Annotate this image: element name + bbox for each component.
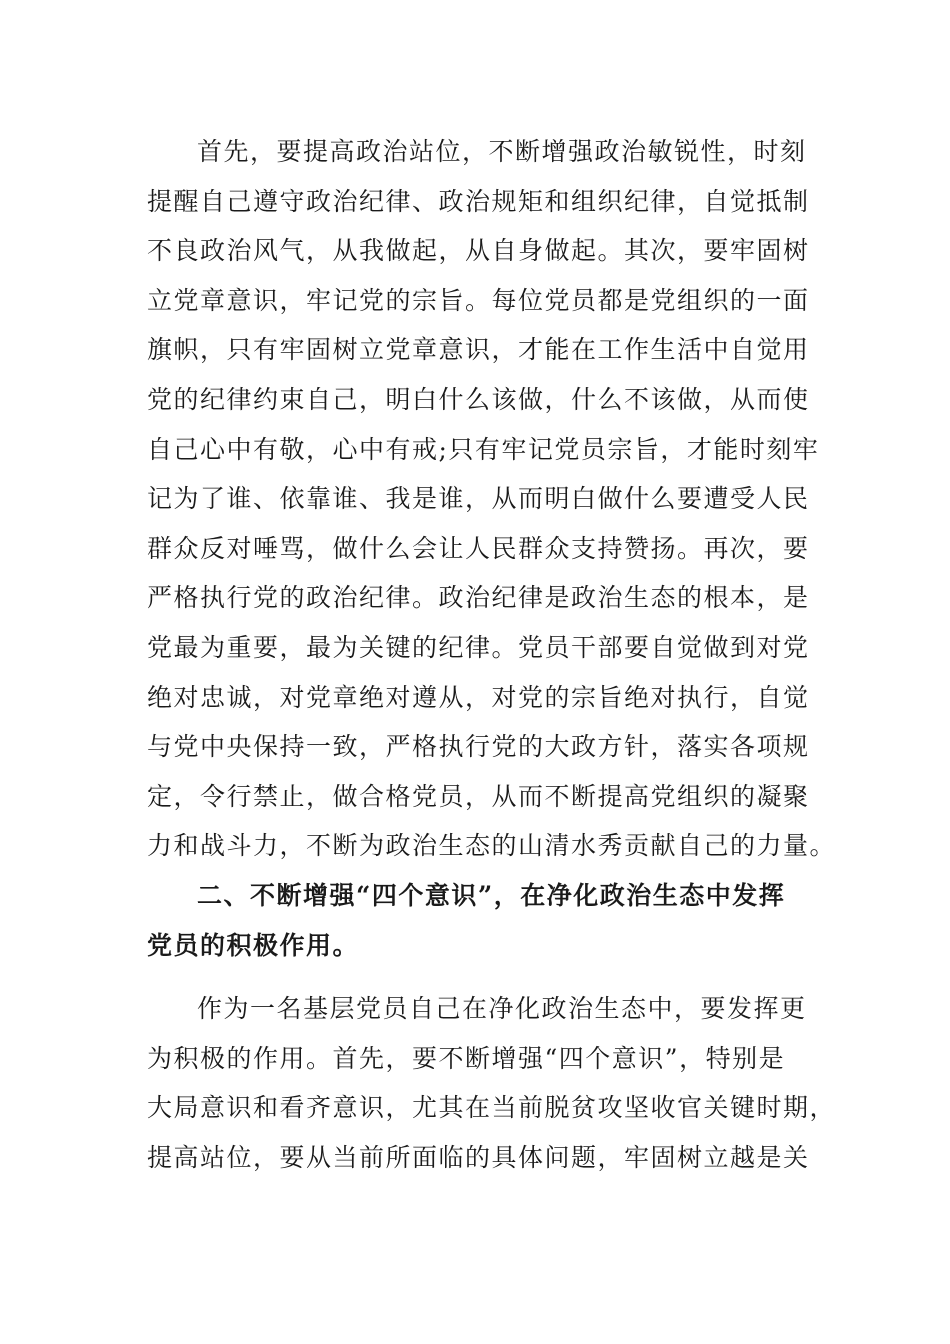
section-heading <box>147 871 803 970</box>
heading-line: 二、不断增强“四个意识”，在净化政治生态中发挥 <box>197 880 786 910</box>
text-line: 力和战斗力，不断为政治生态的山清水秀贡献自己的力量。 <box>147 831 837 861</box>
document-page <box>147 127 837 1182</box>
text-line: 提高站位，要从当前所面临的具体问题，牢固树立越是关 <box>147 1142 810 1172</box>
body-paragraph-2 <box>147 984 837 1182</box>
text-line: 绝对忠诚，对党章绝对遵从，对党的宗旨绝对执行，自觉 <box>147 682 810 712</box>
spacer <box>147 970 803 984</box>
heading-line: 党员的积极作用。 <box>147 930 360 960</box>
body-paragraph-1 <box>147 127 837 871</box>
text-line: 自己心中有敬，心中有戒;只有牢记党员宗旨，才能时刻牢 <box>147 434 820 464</box>
text-line: 大局意识和看齐意识，尤其在当前脱贫攻坚收官关键时期， <box>147 1093 837 1123</box>
text-line: 为积极的作用。首先，要不断增强“四个意识”，特别是 <box>147 1043 786 1073</box>
text-line: 作为一名基层党员自己在净化政治生态中，要发挥更 <box>197 994 807 1024</box>
text-line: 首先，要提高政治站位，不断增强政治敏锐性，时刻 <box>197 137 807 166</box>
text-line: 定，令行禁止，做合格党员，从而不断提高党组织的凝聚 <box>147 781 810 811</box>
text-line: 党的纪律约束自己，明白什么该做，什么不该做，从而使 <box>147 384 810 414</box>
text-line: 与党中央保持一致，严格执行党的大政方针，落实各项规 <box>147 732 810 762</box>
text-line: 提醒自己遵守政治纪律、政治规矩和组织纪律，自觉抵制 <box>147 186 810 216</box>
text-line: 群众反对唾骂，做什么会让人民群众支持赞扬。再次，要 <box>147 533 810 563</box>
text-line: 党最为重要，最为关键的纪律。党员干部要自觉做到对党 <box>147 632 810 662</box>
text-line: 严格执行党的政治纪律。政治纪律是政治生态的根本，是 <box>147 583 810 613</box>
text-line: 立党章意识，牢记党的宗旨。每位党员都是党组织的一面 <box>147 285 810 315</box>
text-line: 旗帜，只有牢固树立党章意识，才能在工作生活中自觉用 <box>147 335 810 365</box>
text-line: 记为了谁、依靠谁、我是谁，从而明白做什么要遭受人民 <box>147 484 810 514</box>
text-line: 不良政治风气，从我做起，从自身做起。其次，要牢固树 <box>147 236 810 266</box>
